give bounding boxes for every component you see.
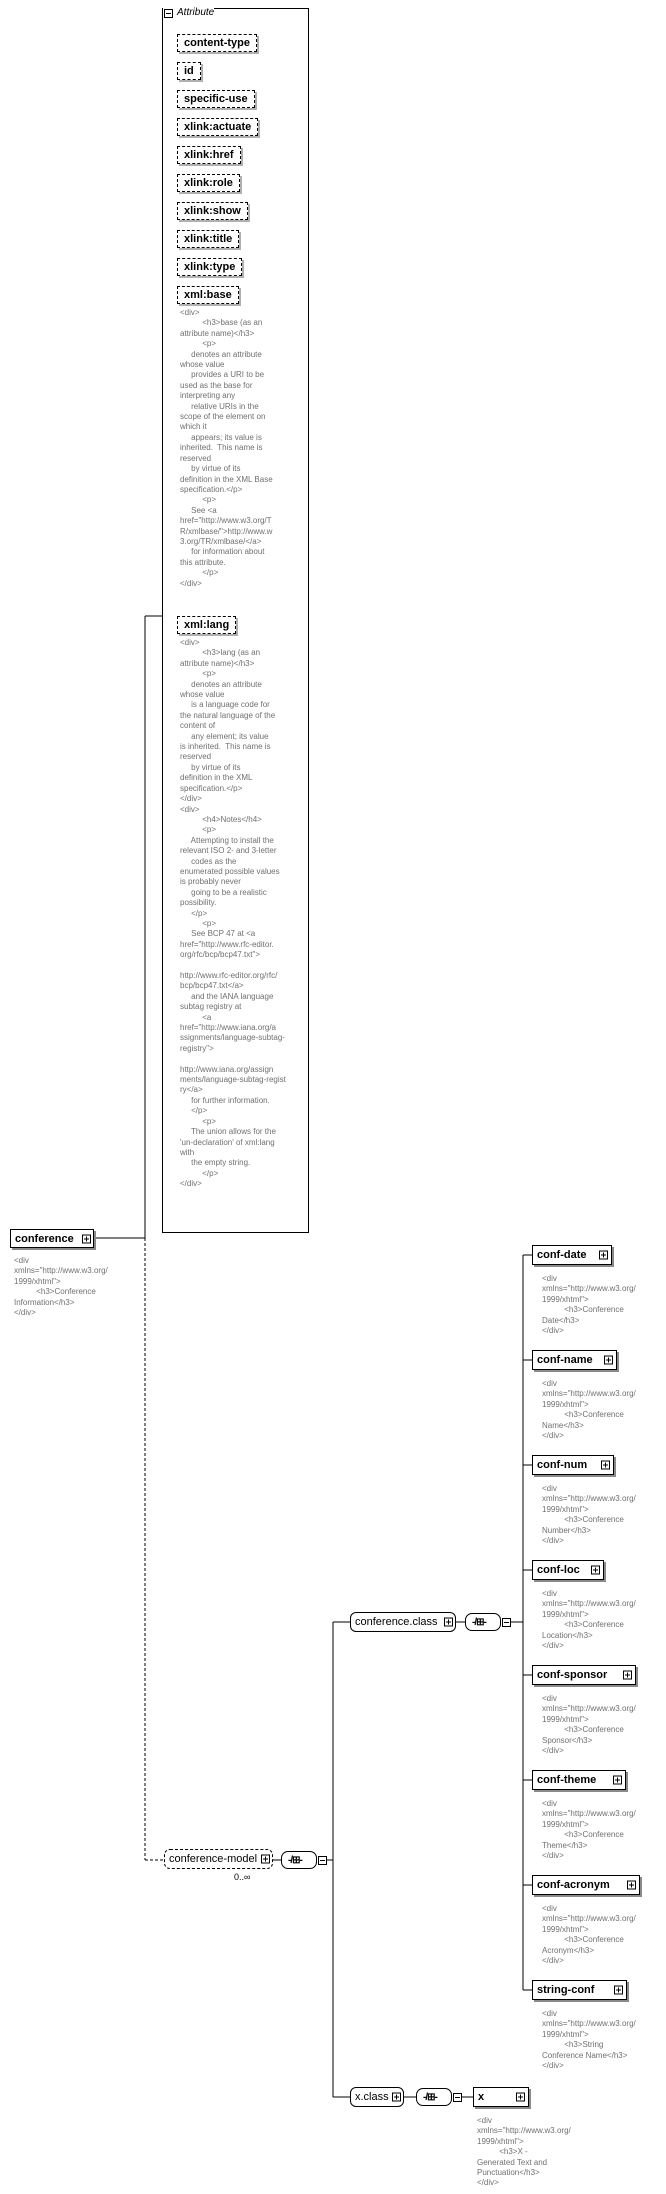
attribute-panel-title[interactable] [163,7,214,18]
choice-icon: -/⊞- [472,1617,486,1628]
expand-icon[interactable] [591,1566,600,1575]
string-conf-documentation: <div xmlns="http://www.w3.org/ 1999/xhtml"> <h3>String Conference Name</h3> </div> [542,2009,636,2071]
expand-icon[interactable] [613,1776,622,1785]
conf-name-documentation: <div xmlns="http://www.w3.org/ 1999/xhtml"> <h3>Conference Name</h3> </div> [542,1379,636,1441]
element-label: conf-loc [537,1564,580,1576]
xml-base-documentation: <div> <h3>base (as an attribute name)</h3> <p> denotes an attribute whose value provides a URI to be used as the base for interpreting any relative URIs in the scope of the element on which it appears; its value is inherited. This name is reserved by virtue of its definition in the XML Base specification.</p> <p> See <a href="http://www.w3.org/T R/xmlbase/">http://www.w 3.org/TR/xmlbase/</a> for information about this attribute. </p> </div> [180,308,273,588]
element-label: conf-num [537,1459,588,1471]
element-conf-theme[interactable] [532,1770,626,1790]
collapse-icon[interactable] [392,2093,401,2102]
attribute-xml-base[interactable]: xml:base [177,286,239,304]
expand-icon[interactable] [623,1671,632,1680]
collapse-icon[interactable] [164,9,173,18]
choice-icon: -/⊞- [288,1855,302,1866]
element-label: conf-acronym [537,1879,610,1891]
element-label: conf-name [537,1354,593,1366]
collapse-icon[interactable] [444,1618,453,1627]
choice-compositor-x-class[interactable] [416,2088,452,2106]
attribute-xlink-title[interactable]: xlink:title [177,230,239,248]
element-conf-date[interactable] [532,1245,612,1265]
element-conf-num[interactable] [532,1455,614,1475]
conf-date-documentation: <div xmlns="http://www.w3.org/ 1999/xhtml"> <h3>Conference Date</h3> </div> [542,1274,636,1336]
attribute-id[interactable]: id [177,62,201,80]
expand-icon[interactable] [614,1986,623,1995]
collapse-icon[interactable] [261,1855,270,1864]
choice-compositor[interactable] [281,1851,317,1869]
attribute-xlink-role[interactable]: xlink:role [177,174,240,192]
group-conference-class[interactable] [350,1612,456,1632]
conf-acronym-documentation: <div xmlns="http://www.w3.org/ 1999/xhtml"> <h3>Conference Acronym</h3> </div> [542,1904,636,1966]
element-label: conf-date [537,1249,587,1261]
group-conference-model[interactable] [164,1849,273,1869]
expand-icon[interactable] [516,2093,525,2102]
group-x-class[interactable] [350,2087,404,2107]
choice-compositor-conference-class[interactable] [465,1613,501,1631]
element-conf-acronym[interactable] [532,1875,640,1895]
attribute-specific-use[interactable]: specific-use [177,90,255,108]
attribute-panel-title-text: Attribute [177,7,215,18]
expand-icon[interactable] [601,1461,610,1470]
element-label: conf-sponsor [537,1669,608,1681]
expand-icon[interactable] [627,1881,636,1890]
group-x-class-label: x.class [355,2091,389,2103]
attribute-xml-lang[interactable]: xml:lang [177,616,236,634]
xml-lang-documentation: <div> <h3>lang (as an attribute name)</h3> <p> denotes an attribute whose value is a language code for the natural language of the content of any element; its value is inherited. This name is reserved by virtue of its definition in the XML specification.</p> </div> <div> <h4>Notes</h4> <p> Attempting to install the relevant ISO 2- and 3-letter codes as the enumerated possible values is probably never going to be a realistic possibility. </p> <p> See BCP 47 at <a href="http://www.rfc-editor. org/rfc/bcp/bcp47.txt"> http://www.rfc-editor.org/rfc/ bcp/bcp47.txt</a> and the IANA language subtag registry at <a href="http://www.iana.org/a ssignments/language-subtag- registry"> http://www.iana.org/assign ments/language-subtag-regist ry</a> for further information. </p> <p> The union allows for the 'un-declaration' of xml:lang with the empty string. </p> </div> [180,638,286,1189]
x-documentation: <div xmlns="http://www.w3.org/ 1999/xhtml"> <h3>X - Generated Text and Punctuation</h3> </div> [477,2116,571,2188]
group-conference-model-label: conference-model [169,1853,258,1865]
conf-sponsor-documentation: <div xmlns="http://www.w3.org/ 1999/xhtml"> <h3>Conference Sponsor</h3> </div> [542,1694,636,1756]
element-x[interactable] [473,2087,529,2107]
root-element-conference[interactable] [10,1229,94,1248]
element-conf-sponsor[interactable] [532,1665,636,1685]
collapse-icon[interactable] [82,1234,91,1243]
conf-num-documentation: <div xmlns="http://www.w3.org/ 1999/xhtml"> <h3>Conference Number</h3> </div> [542,1484,636,1546]
attribute-xlink-type[interactable]: xlink:type [177,258,242,276]
collapse-icon[interactable] [318,1856,327,1865]
attribute-xlink-href[interactable]: xlink:href [177,146,241,164]
element-label: x [478,2091,485,2103]
collapse-icon[interactable] [502,1618,511,1627]
expand-icon[interactable] [599,1251,608,1260]
element-string-conf[interactable] [532,1980,627,2000]
element-label: conf-theme [537,1774,597,1786]
expand-icon[interactable] [604,1356,613,1365]
element-label: string-conf [537,1984,595,1996]
root-element-label: conference [15,1233,74,1245]
element-conf-name[interactable] [532,1350,617,1370]
attribute-xlink-show[interactable]: xlink:show [177,202,248,220]
group-conference-class-label: conference.class [355,1616,438,1628]
conf-loc-documentation: <div xmlns="http://www.w3.org/ 1999/xhtml"> <h3>Conference Location</h3> </div> [542,1589,636,1651]
collapse-icon[interactable] [453,2093,462,2102]
conf-theme-documentation: <div xmlns="http://www.w3.org/ 1999/xhtml"> <h3>Conference Theme</h3> </div> [542,1799,636,1861]
element-conf-loc[interactable] [532,1560,604,1580]
attribute-content-type[interactable]: content-type [177,34,257,52]
occurrence-label: 0..∞ [234,1872,251,1882]
choice-icon: -/⊞- [423,2092,437,2103]
root-documentation: <div xmlns="http://www.w3.org/ 1999/xhtml"> <h3>Conference Information</h3> </div> [14,1256,108,1318]
attribute-xlink-actuate[interactable]: xlink:actuate [177,118,258,136]
